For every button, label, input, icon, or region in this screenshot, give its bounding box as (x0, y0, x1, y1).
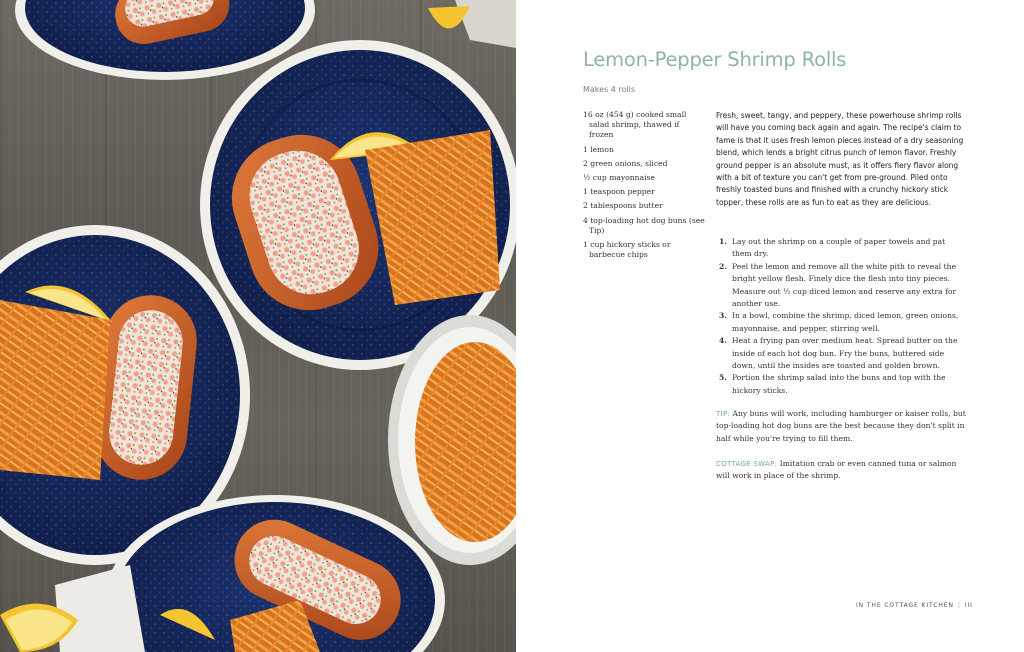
tip-label: TIP: (716, 410, 731, 418)
ingredient-item: 16 oz (454 g) cooked small salad shrimp, thawed if frozen (583, 110, 687, 140)
footer-separator: | (957, 602, 961, 609)
page-footer (856, 602, 973, 609)
step-number: 1. (719, 237, 727, 246)
method-step (716, 310, 966, 335)
ingredient-item: ½ cup mayonnaise (583, 173, 655, 183)
recipe-yield: Makes 4 rolls (583, 85, 636, 94)
step-text: Lay out the shrimp on a couple of paper towels and pat them dry. (732, 237, 946, 259)
method-step (716, 261, 966, 311)
recipe-intro: Fresh, sweet, tangy, and peppery, these powerhouse shrimp rolls will have you coming back again and again. The recipe's claim to fame is that it uses fresh lemon pieces instead of a dry seasoning blend, which lends a bright citrus punch of lemon flavor. Freshly ground pepper is an absolute must, as it offers fiery flavor along with a bit of texture you can't get from pre-ground. Piled onto freshly toasted buns and finished with a crunchy hickory stick topper, these rolls are as fun to eat as they are delicious. (716, 111, 964, 207)
footer-section: IN THE COTTAGE KITCHEN (856, 602, 954, 609)
ingredient-item: 1 teaspoon pepper (583, 187, 655, 197)
method-step (716, 335, 966, 372)
method-step (716, 372, 966, 397)
step-text: Portion the shrimp salad into the buns and top with the hickory sticks. (732, 373, 946, 395)
page-number: III (964, 602, 973, 609)
ingredient-list (583, 110, 705, 264)
ingredient-item: 1 lemon (583, 144, 614, 154)
step-text: Heat a frying pan over medium heat. Spread butter on the inside of each hot dog bun. Fry the buns, buttered side down, until the insides are toasted and golden brown. (732, 336, 958, 371)
swap-text: Imitation crab or even canned tuna or salmon will work in place of the shrimp. (716, 459, 957, 481)
ingredient-item: 4 top-loading hot dog buns (see Tip) (583, 215, 705, 235)
recipe-tip (716, 408, 968, 445)
recipe-title: Lemon-Pepper Shrimp Rolls (583, 48, 847, 71)
ingredient-item: 2 tablespoons butter (583, 201, 663, 211)
step-number: 5. (719, 373, 727, 383)
step-number: 3. (719, 311, 727, 321)
ingredient-item: 1 cup hickory sticks or barbecue chips (583, 240, 671, 260)
method-step (716, 236, 966, 261)
step-text: Peel the lemon and remove all the white pith to reveal the bright yellow flesh. Finely dice the flesh into tiny pieces. Measure out ½ cup diced lemon and reserve any extra for another use. (732, 261, 957, 309)
swap-label: COTTAGE SWAP: (716, 460, 778, 468)
step-number: 2. (719, 261, 727, 271)
step-text: In a bowl, combine the shrimp, diced lemon, green onions, mayonnaise, and pepper, stirring well. (732, 311, 959, 333)
cottage-swap (716, 458, 968, 483)
step-number: 4. (719, 336, 727, 346)
ingredient-item: 2 green onions, sliced (583, 158, 668, 168)
method-steps (716, 236, 966, 397)
tip-text: Any buns will work, including hamburger or kaiser rolls, but top-loading hot dog buns are the best because they don't split in half while you're trying to fill them. (716, 409, 966, 443)
